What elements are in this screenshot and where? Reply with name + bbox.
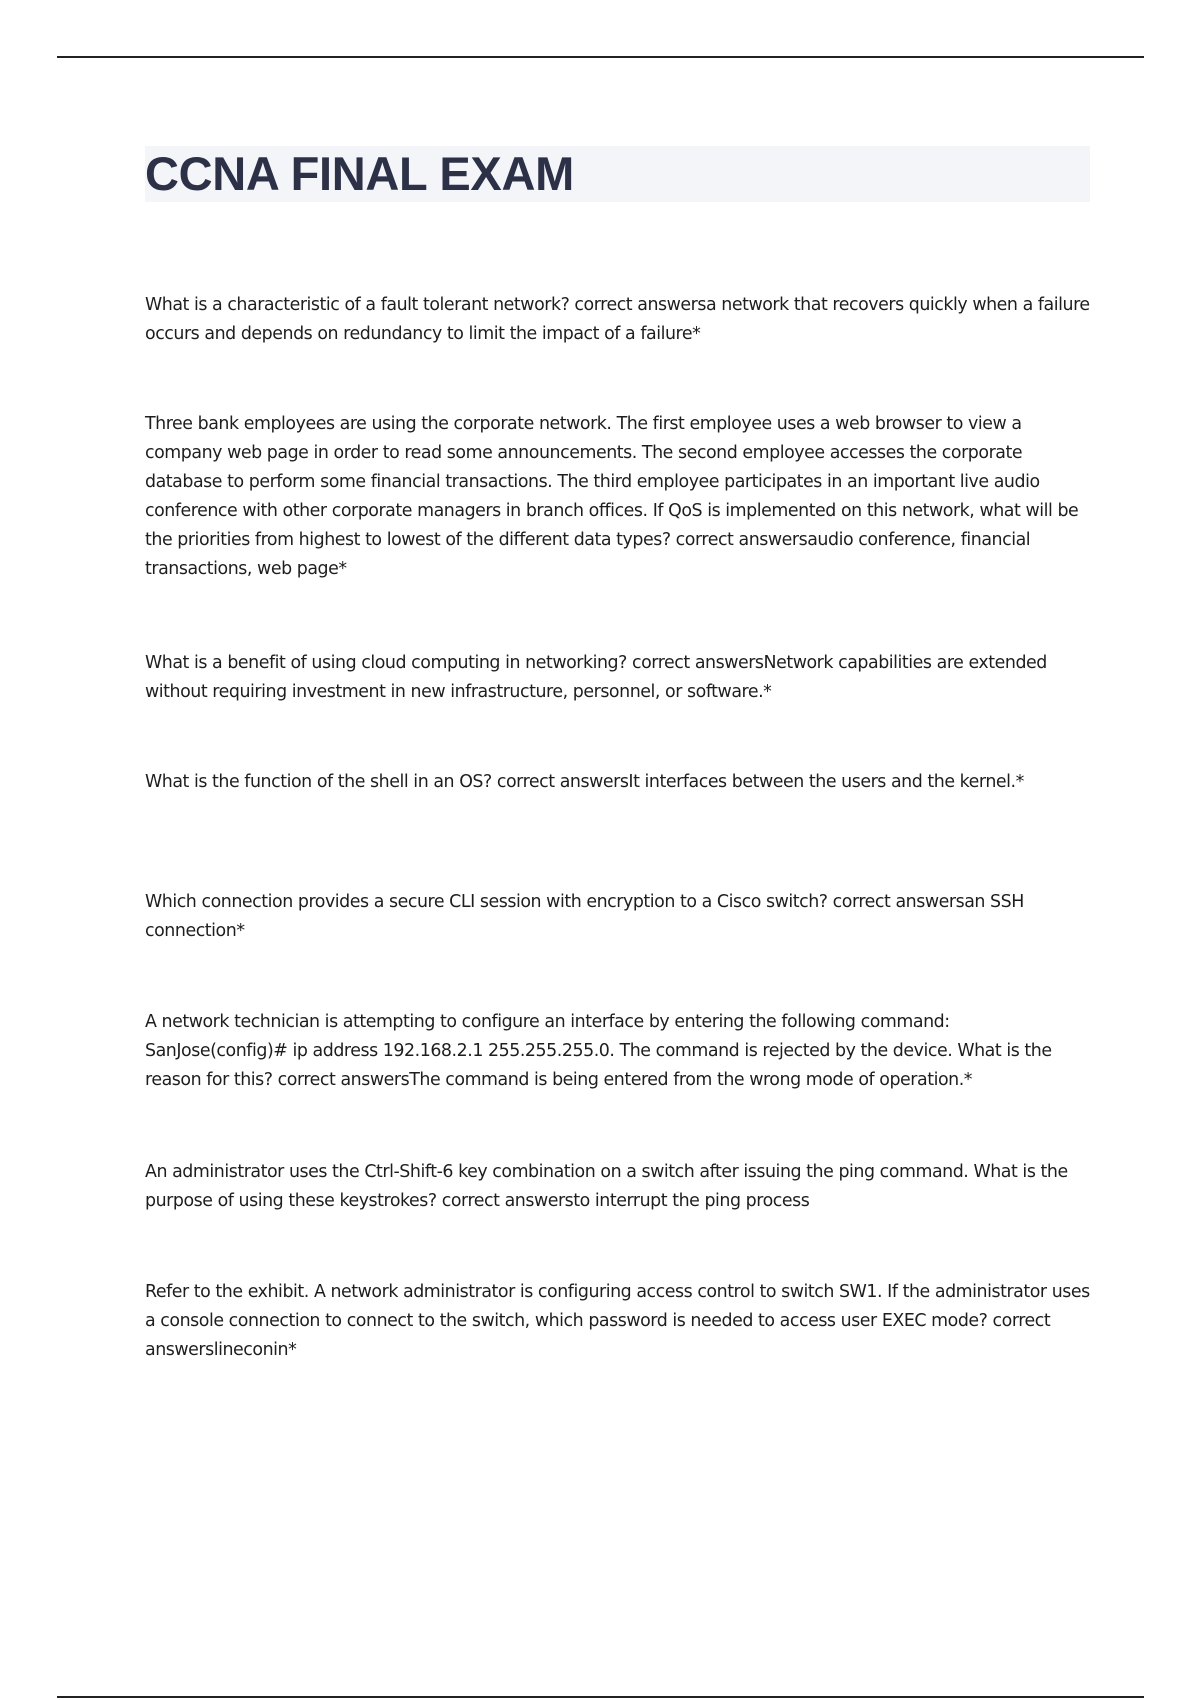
bottom-divider bbox=[57, 1696, 1144, 1698]
question-answer-3: What is a benefit of using cloud computing in networking? correct answersNetwork capabilities are extended without requiring investment in new infrastructure, personnel, or software.* bbox=[145, 653, 1047, 702]
top-divider bbox=[57, 56, 1144, 58]
question-answer-5: Which connection provides a secure CLI session with encryption to a Cisco switch? correct answersan SSH connection* bbox=[145, 892, 1024, 941]
question-answer-1: What is a characteristic of a fault tolerant network? correct answersa network that recovers quickly when a failure occurs and depends on redundancy to limit the impact of a failure* bbox=[145, 295, 1090, 344]
question-answer-2: Three bank employees are using the corporate network. The first employee uses a web browser to view a company web page in order to read some announcements. The second employee accesses the corporate database to perform some financial transactions. The third employee participates in an important live audio conference with other corporate managers in branch offices. If QoS is implemented on this network, what will be the priorities from highest to lowest of the different data types? correct answersaudio conference, financial transactions, web page* bbox=[145, 414, 1079, 579]
question-answer-8: Refer to the exhibit. A network administrator is configuring access control to switch SW1. If the administrator uses a console connection to connect to the switch, which password is needed to access user EXEC mode? correct answerslineconin* bbox=[145, 1282, 1090, 1360]
document-title: CCNA FINAL EXAM bbox=[145, 147, 574, 200]
question-answer-4: What is the function of the shell in an OS? correct answersIt interfaces between the users and the kernel.* bbox=[145, 772, 1024, 792]
question-answer-6: A network technician is attempting to configure an interface by entering the following command: SanJose(config)# ip address 192.168.2.1 255.255.255.0. The command is rejected by the device. What is the reason for this? correct answersThe command is being entered from the wrong mode of operation.* bbox=[145, 1012, 1052, 1090]
title-band bbox=[145, 146, 1090, 202]
question-answer-7: An administrator uses the Ctrl-Shift-6 key combination on a switch after issuing the ping command. What is the purpose of using these keystrokes? correct answersto interrupt the ping process bbox=[145, 1162, 1068, 1211]
